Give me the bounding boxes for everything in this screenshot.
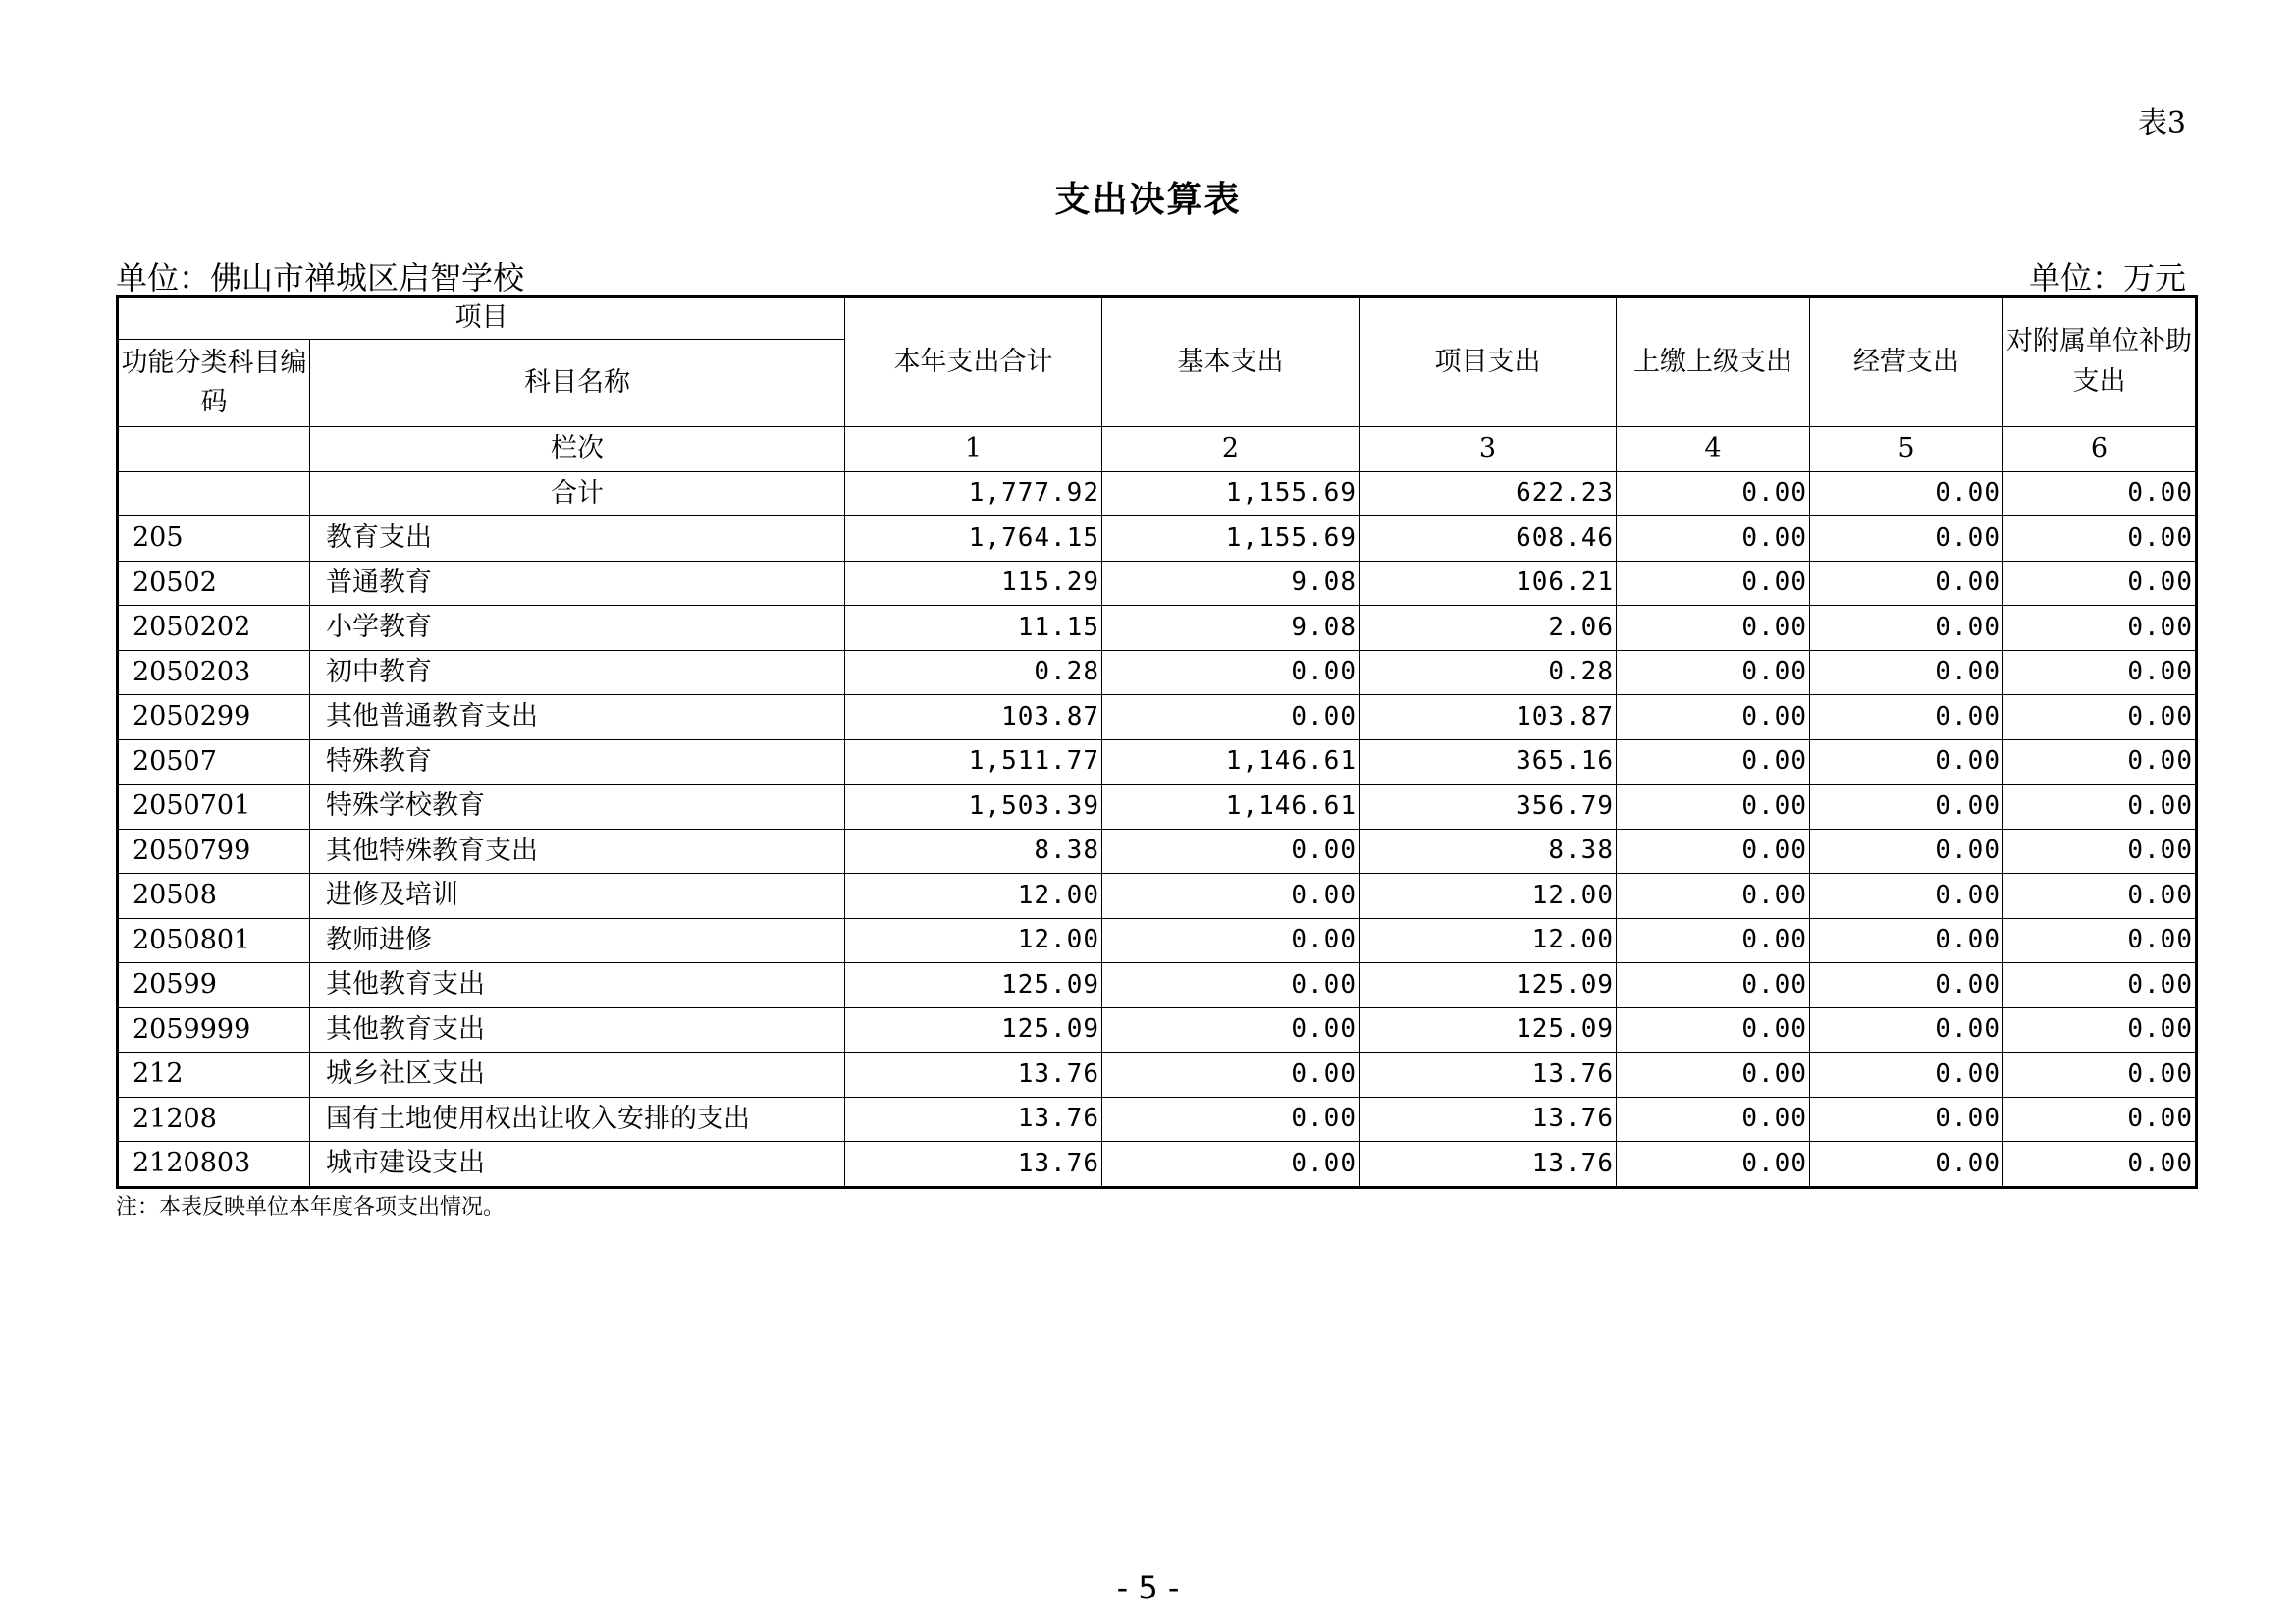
table-row bbox=[118, 561, 2197, 606]
table-row bbox=[118, 829, 2197, 874]
amount-cell: 1,503.39 bbox=[845, 785, 1102, 830]
amount-cell: 0.00 bbox=[1617, 739, 1810, 785]
amount-cell: 0.00 bbox=[1617, 829, 1810, 874]
amount-cell: 13.76 bbox=[845, 1053, 1102, 1098]
amount-cell: 0.00 bbox=[2003, 561, 2197, 606]
total-value: 622.23 bbox=[1360, 471, 1617, 516]
subject-name: 初中教育 bbox=[310, 650, 845, 695]
total-value: 0.00 bbox=[2003, 471, 2197, 516]
empty-cell bbox=[118, 427, 310, 472]
total-value: 1,777.92 bbox=[845, 471, 1102, 516]
page-number: - 5 - bbox=[1116, 1569, 1180, 1606]
amount-cell: 0.00 bbox=[1810, 650, 2003, 695]
amount-cell: 125.09 bbox=[1360, 1007, 1617, 1053]
subject-name: 进修及培训 bbox=[310, 874, 845, 919]
column-index: 4 bbox=[1617, 427, 1810, 472]
amount-cell: 0.00 bbox=[1810, 1053, 2003, 1098]
amount-cell: 0.00 bbox=[2003, 785, 2197, 830]
table-row bbox=[118, 1007, 2197, 1053]
amount-cell: 12.00 bbox=[1360, 918, 1617, 963]
total-row bbox=[118, 471, 2197, 516]
subject-name: 教师进修 bbox=[310, 918, 845, 963]
amount-cell: 0.00 bbox=[1102, 1142, 1360, 1188]
amount-cell: 0.00 bbox=[1810, 963, 2003, 1008]
subject-name: 其他教育支出 bbox=[310, 1007, 845, 1053]
amount-cell: 12.00 bbox=[1360, 874, 1617, 919]
amount-cell: 0.00 bbox=[2003, 1053, 2197, 1098]
total-value: 0.00 bbox=[1810, 471, 2003, 516]
amount-cell: 13.76 bbox=[845, 1142, 1102, 1188]
column-index: 2 bbox=[1102, 427, 1360, 472]
amount-cell: 0.00 bbox=[2003, 1007, 2197, 1053]
header-code: 功能分类科目编码 bbox=[118, 340, 310, 427]
subject-code: 212 bbox=[118, 1053, 310, 1098]
header-project-expense: 项目支出 bbox=[1360, 297, 1617, 427]
amount-cell: 1,146.61 bbox=[1102, 785, 1360, 830]
subject-name: 普通教育 bbox=[310, 561, 845, 606]
amount-cell: 0.00 bbox=[1810, 606, 2003, 651]
amount-cell: 1,155.69 bbox=[1102, 516, 1360, 562]
amount-cell: 0.00 bbox=[1102, 874, 1360, 919]
subject-code: 20599 bbox=[118, 963, 310, 1008]
amount-cell: 1,146.61 bbox=[1102, 739, 1360, 785]
header-project: 项目 bbox=[118, 297, 845, 340]
amount-cell: 0.00 bbox=[1102, 650, 1360, 695]
page-title: 支出决算表 bbox=[1054, 179, 1242, 220]
subject-code: 2050202 bbox=[118, 606, 310, 651]
amount-cell: 0.00 bbox=[1617, 1007, 1810, 1053]
subject-code: 2050203 bbox=[118, 650, 310, 695]
expenditure-table bbox=[116, 295, 2198, 1189]
amount-cell: 0.00 bbox=[2003, 739, 2197, 785]
amount-cell: 0.28 bbox=[1360, 650, 1617, 695]
amount-cell: 125.09 bbox=[845, 1007, 1102, 1053]
amount-cell: 0.00 bbox=[1617, 1053, 1810, 1098]
amount-cell: 0.00 bbox=[1810, 918, 2003, 963]
header-subsidy: 对附属单位补助支出 bbox=[2003, 297, 2197, 427]
amount-cell: 0.00 bbox=[1810, 1142, 2003, 1188]
amount-cell: 0.00 bbox=[1810, 1097, 2003, 1142]
amount-cell: 103.87 bbox=[845, 695, 1102, 740]
subject-name: 其他教育支出 bbox=[310, 963, 845, 1008]
amount-cell: 0.00 bbox=[1810, 561, 2003, 606]
amount-cell: 13.76 bbox=[1360, 1053, 1617, 1098]
currency-unit: 单位：万元 bbox=[2028, 259, 2186, 297]
amount-cell: 0.00 bbox=[1617, 561, 1810, 606]
amount-cell: 9.08 bbox=[1102, 606, 1360, 651]
table-row bbox=[118, 963, 2197, 1008]
amount-cell: 0.00 bbox=[1810, 695, 2003, 740]
table-row bbox=[118, 516, 2197, 562]
amount-cell: 0.28 bbox=[845, 650, 1102, 695]
subject-code: 2050801 bbox=[118, 918, 310, 963]
table-row bbox=[118, 1097, 2197, 1142]
table-row bbox=[118, 1053, 2197, 1098]
amount-cell: 9.08 bbox=[1102, 561, 1360, 606]
amount-cell: 0.00 bbox=[1617, 606, 1810, 651]
amount-cell: 0.00 bbox=[2003, 963, 2197, 1008]
total-value: 1,155.69 bbox=[1102, 471, 1360, 516]
subject-name: 城乡社区支出 bbox=[310, 1053, 845, 1098]
subject-name: 其他普通教育支出 bbox=[310, 695, 845, 740]
amount-cell: 12.00 bbox=[845, 874, 1102, 919]
subject-name: 特殊教育 bbox=[310, 739, 845, 785]
column-index: 3 bbox=[1360, 427, 1617, 472]
amount-cell: 0.00 bbox=[1810, 785, 2003, 830]
subject-code: 2059999 bbox=[118, 1007, 310, 1053]
amount-cell: 0.00 bbox=[2003, 1097, 2197, 1142]
table-row bbox=[118, 918, 2197, 963]
amount-cell: 365.16 bbox=[1360, 739, 1617, 785]
amount-cell: 0.00 bbox=[1102, 963, 1360, 1008]
amount-cell: 0.00 bbox=[1810, 1007, 2003, 1053]
subject-code: 20508 bbox=[118, 874, 310, 919]
amount-cell: 0.00 bbox=[1102, 1053, 1360, 1098]
amount-cell: 0.00 bbox=[1102, 829, 1360, 874]
amount-cell: 125.09 bbox=[845, 963, 1102, 1008]
amount-cell: 608.46 bbox=[1360, 516, 1617, 562]
header-basic: 基本支出 bbox=[1102, 297, 1360, 427]
amount-cell: 0.00 bbox=[1810, 739, 2003, 785]
header-row bbox=[118, 297, 2197, 340]
amount-cell: 0.00 bbox=[2003, 874, 2197, 919]
amount-cell: 0.00 bbox=[2003, 650, 2197, 695]
amount-cell: 0.00 bbox=[1102, 695, 1360, 740]
amount-cell: 0.00 bbox=[2003, 918, 2197, 963]
header-name: 科目名称 bbox=[310, 340, 845, 427]
table-row bbox=[118, 1142, 2197, 1188]
table-row bbox=[118, 606, 2197, 651]
empty-cell bbox=[118, 471, 310, 516]
amount-cell: 13.76 bbox=[1360, 1142, 1617, 1188]
amount-cell: 2.06 bbox=[1360, 606, 1617, 651]
subject-name: 国有土地使用权出让收入安排的支出 bbox=[310, 1097, 845, 1142]
subject-code: 21208 bbox=[118, 1097, 310, 1142]
table-row bbox=[118, 785, 2197, 830]
subject-code: 20507 bbox=[118, 739, 310, 785]
column-index: 1 bbox=[845, 427, 1102, 472]
subject-code: 2050299 bbox=[118, 695, 310, 740]
table-row bbox=[118, 739, 2197, 785]
amount-cell: 0.00 bbox=[1810, 874, 2003, 919]
amount-cell: 0.00 bbox=[1810, 829, 2003, 874]
footnote: 注：本表反映单位本年度各项支出情况。 bbox=[116, 1195, 506, 1219]
header-business: 经营支出 bbox=[1810, 297, 2003, 427]
amount-cell: 8.38 bbox=[845, 829, 1102, 874]
amount-cell: 13.76 bbox=[845, 1097, 1102, 1142]
amount-cell: 356.79 bbox=[1360, 785, 1617, 830]
subject-code: 2120803 bbox=[118, 1142, 310, 1188]
subject-code: 2050799 bbox=[118, 829, 310, 874]
subject-name: 城市建设支出 bbox=[310, 1142, 845, 1188]
subject-name: 其他特殊教育支出 bbox=[310, 829, 845, 874]
amount-cell: 0.00 bbox=[1617, 516, 1810, 562]
amount-cell: 0.00 bbox=[1617, 874, 1810, 919]
subject-code: 2050701 bbox=[118, 785, 310, 830]
column-index-label: 栏次 bbox=[310, 427, 845, 472]
subject-name: 小学教育 bbox=[310, 606, 845, 651]
total-label: 合计 bbox=[310, 471, 845, 516]
amount-cell: 0.00 bbox=[2003, 829, 2197, 874]
amount-cell: 125.09 bbox=[1360, 963, 1617, 1008]
subject-name: 教育支出 bbox=[310, 516, 845, 562]
reporting-unit: 单位：佛山市禅城区启智学校 bbox=[116, 259, 525, 297]
subject-code: 20502 bbox=[118, 561, 310, 606]
table-row bbox=[118, 695, 2197, 740]
amount-cell: 0.00 bbox=[1617, 918, 1810, 963]
amount-cell: 0.00 bbox=[1810, 516, 2003, 562]
amount-cell: 0.00 bbox=[1617, 785, 1810, 830]
amount-cell: 0.00 bbox=[2003, 606, 2197, 651]
amount-cell: 106.21 bbox=[1360, 561, 1617, 606]
amount-cell: 11.15 bbox=[845, 606, 1102, 651]
header-total: 本年支出合计 bbox=[845, 297, 1102, 427]
header-upper-payment: 上缴上级支出 bbox=[1617, 297, 1810, 427]
amount-cell: 0.00 bbox=[1617, 963, 1810, 1008]
total-value: 0.00 bbox=[1617, 471, 1810, 516]
amount-cell: 0.00 bbox=[1102, 1007, 1360, 1053]
column-index: 5 bbox=[1810, 427, 2003, 472]
amount-cell: 1,511.77 bbox=[845, 739, 1102, 785]
amount-cell: 0.00 bbox=[1102, 918, 1360, 963]
amount-cell: 115.29 bbox=[845, 561, 1102, 606]
amount-cell: 0.00 bbox=[2003, 1142, 2197, 1188]
amount-cell: 0.00 bbox=[2003, 516, 2197, 562]
amount-cell: 0.00 bbox=[1617, 1097, 1810, 1142]
amount-cell: 1,764.15 bbox=[845, 516, 1102, 562]
subject-name: 特殊学校教育 bbox=[310, 785, 845, 830]
amount-cell: 0.00 bbox=[1617, 1142, 1810, 1188]
amount-cell: 0.00 bbox=[1617, 695, 1810, 740]
subject-code: 205 bbox=[118, 516, 310, 562]
column-index: 6 bbox=[2003, 427, 2197, 472]
amount-cell: 0.00 bbox=[2003, 695, 2197, 740]
amount-cell: 103.87 bbox=[1360, 695, 1617, 740]
amount-cell: 0.00 bbox=[1102, 1097, 1360, 1142]
amount-cell: 13.76 bbox=[1360, 1097, 1617, 1142]
amount-cell: 0.00 bbox=[1617, 650, 1810, 695]
amount-cell: 12.00 bbox=[845, 918, 1102, 963]
amount-cell: 8.38 bbox=[1360, 829, 1617, 874]
table-row bbox=[118, 874, 2197, 919]
table-number: 表3 bbox=[2137, 106, 2186, 140]
table-row bbox=[118, 650, 2197, 695]
column-index-row bbox=[118, 427, 2197, 472]
